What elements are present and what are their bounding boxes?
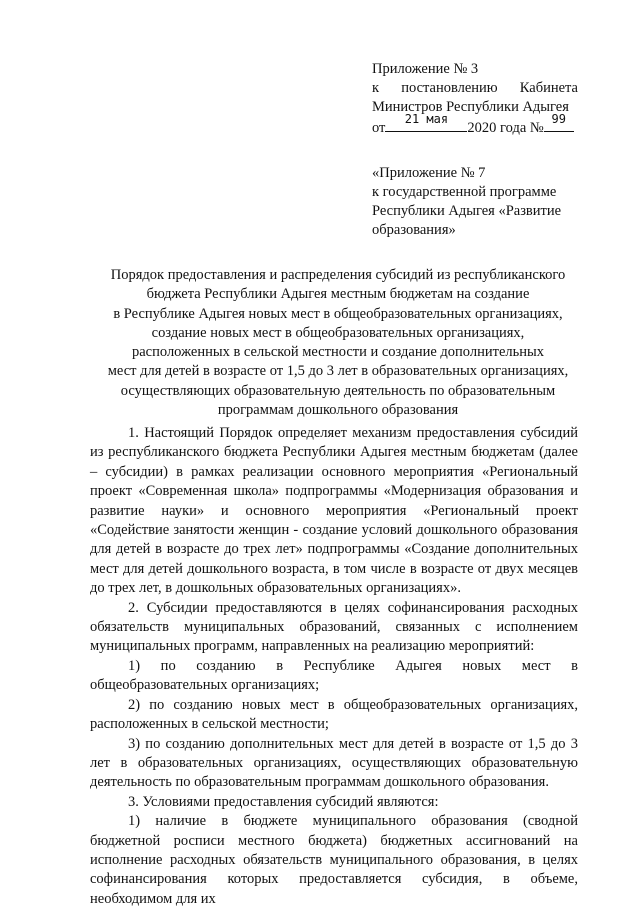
annex-program-line: к государственной программе (372, 184, 557, 200)
appendix-header (372, 60, 578, 138)
annex-number: «Приложение № 7 (372, 165, 486, 181)
annex-education-line: образования» (372, 222, 456, 238)
title-line: расположенных в сельской местности и создание дополнительных (132, 344, 544, 361)
document-title (88, 266, 588, 420)
doc-number-handwritten: 99 (551, 112, 566, 126)
date-middle: 2020 года № (467, 120, 544, 136)
title-line: программам дошкольного образования (217, 402, 459, 419)
title-line: бюджета Республики Адыгея местным бюджетам на создание (146, 286, 530, 303)
title-line: создание новых мест в общеобразовательных организациях, (151, 324, 525, 341)
doc-number-blank (544, 112, 574, 132)
document-body (90, 424, 578, 909)
appendix-date-line (372, 112, 578, 138)
appendix-number: Приложение № 3 (372, 61, 479, 77)
annex-header (372, 164, 582, 240)
appendix-ministers-line: Министров Республики Адыгея (372, 99, 569, 115)
paragraph-2: 2. Субсидии предоставляются в целях софинансирования расходных обязательств муниципальных образований, связанных с исполнением муниципальных программ, направленных на реализацию мероприятий: (90, 599, 578, 655)
date-day-handwritten: 21 мая (404, 112, 449, 126)
date-day-blank (385, 112, 467, 132)
paragraph-3: 3. Условиями предоставления субсидий являются: (128, 793, 439, 810)
paragraph-1: 1. Настоящий Порядок определяет механизм предоставления субсидий из республиканского бюджета Республики Адыгея местным бюджетам (далее – субсидии) в рамках реализации основного мероприятия «Региональный проект «Современная школа» подпрограммы «Модернизация образования и развитие науки» и основного мероприятия «Региональный проект «Содействие занятости женщин - создание условий дошкольного образования для детей в возрасте до трех лет» подпрограммы «Создание дополнительных мест для детей дошкольного возраста, в том числе в возрасте от двух месяцев до трех лет, в дошкольных образовательных организациях». (90, 425, 578, 597)
title-line: мест для детей в возрасте от 1,5 до 3 лет в образовательных организациях, (107, 363, 569, 380)
list-item-1: 1) по созданию в Республике Адыгея новых мест в общеобразовательных организациях; (90, 657, 578, 694)
title-line: в Республике Адыгея новых мест в общеобразовательных организациях, (113, 305, 563, 322)
title-line: осуществляющих образовательную деятельность по образовательным (120, 382, 556, 399)
annex-republic-line: Республики Адыгея «Развитие (372, 203, 562, 219)
condition-item-1: 1) наличие в бюджете муниципального образования (сводной бюджетной росписи местного бюджета) бюджетных ассигнований на исполнение расходных обязательств муниципального образования, в целях софинансирования которых предоставляется субсидия, в объеме, необходимом для их (90, 813, 578, 907)
list-item-2: 2) по созданию новых мест в общеобразовательных организациях, расположенных в сельской местности; (90, 696, 578, 733)
title-line: Порядок предоставления и распределения субсидий из республиканского (110, 267, 566, 283)
list-item-3: 3) по созданию дополнительных мест для детей в возрасте от 1,5 до 3 лет в образовательных организациях, осуществляющих образовательную деятельность по образовательным программам дошкольного образования. (90, 735, 578, 791)
appendix-resolution-line: к постановлению Кабинета (372, 80, 578, 96)
date-prefix: от (372, 120, 386, 136)
